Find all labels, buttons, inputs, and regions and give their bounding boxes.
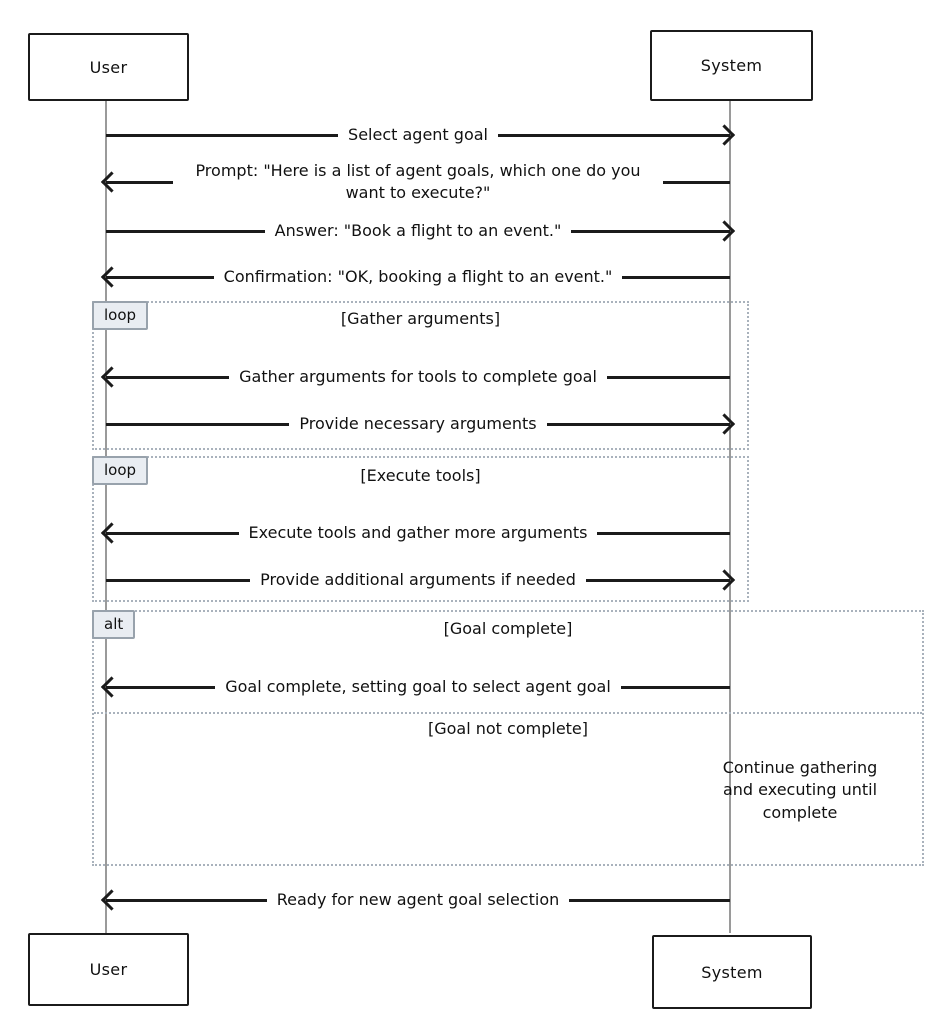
message-line-segment — [663, 181, 730, 184]
message-line-segment — [106, 230, 265, 233]
message-provide-arguments — [106, 408, 730, 440]
message-line-segment — [547, 423, 730, 426]
message-label: Provide additional arguments if needed — [260, 570, 576, 590]
actor-box-system-top — [650, 30, 813, 101]
guard-label: [Goal not complete] — [427, 719, 589, 738]
message-label: Confirmation: "OK, booking a flight to an event." — [223, 267, 613, 287]
message-label: Gather arguments for tools to complete goal — [239, 367, 597, 387]
message-execute-tools — [106, 517, 730, 549]
message-label: Provide necessary arguments — [299, 414, 537, 434]
actor-box-user-bottom — [28, 933, 189, 1006]
message-line-segment — [571, 230, 730, 233]
arrowhead-right-icon — [714, 220, 735, 241]
note-continue-gathering: Continue gathering and executing until complete — [722, 758, 878, 822]
actor-box-system-bottom — [652, 935, 812, 1009]
message-line-segment — [106, 899, 267, 902]
message-line-segment — [569, 899, 730, 902]
message-select-agent-goal — [106, 119, 730, 151]
message-line-segment — [106, 276, 214, 279]
actor-label-user: User — [89, 960, 128, 979]
message-line-segment — [106, 134, 338, 137]
alt-section-divider — [94, 712, 922, 714]
message-answer-book-flight — [106, 215, 730, 247]
message-label: Prompt: "Here is a list of agent goals, which one do you want to execute?" — [195, 161, 641, 202]
message-line-segment — [498, 134, 730, 137]
message-label: Select agent goal — [348, 125, 488, 145]
loop-tag: loop — [92, 456, 148, 485]
message-label: Goal complete, setting goal to select agent goal — [225, 677, 611, 697]
actor-label-user: User — [89, 57, 128, 77]
alt-frame-goal-complete — [92, 610, 924, 866]
message-goal-complete — [106, 671, 730, 703]
message-line-segment — [597, 532, 730, 535]
message-line-segment — [586, 579, 730, 582]
message-label: Execute tools and gather more arguments — [248, 523, 588, 543]
message-provide-additional-arguments — [106, 564, 730, 596]
message-line-segment — [106, 579, 250, 582]
message-line-segment — [106, 423, 289, 426]
message-confirmation — [106, 261, 730, 293]
message-line-segment — [106, 686, 215, 689]
loop-tag: loop — [92, 301, 148, 330]
message-line-segment — [106, 376, 229, 379]
guard-label: [Gather arguments] — [340, 309, 501, 328]
message-label: Answer: "Book a flight to an event." — [274, 221, 562, 241]
message-ready-for-new-goal — [106, 884, 730, 916]
arrowhead-right-icon — [714, 124, 735, 145]
alt-tag: alt — [92, 610, 135, 639]
guard-label: [Goal complete] — [443, 619, 573, 638]
message-prompt-goal-list — [106, 158, 730, 206]
message-gather-arguments — [106, 361, 730, 393]
message-line-segment — [106, 532, 239, 535]
message-line-segment — [621, 686, 730, 689]
actor-label-system: System — [700, 56, 763, 75]
actor-label-system: System — [701, 962, 763, 982]
actor-box-user-top — [28, 33, 189, 101]
message-line-segment — [622, 276, 730, 279]
message-line-segment — [607, 376, 730, 379]
message-label: Ready for new agent goal selection — [276, 890, 560, 910]
guard-label: [Execute tools] — [360, 466, 481, 485]
